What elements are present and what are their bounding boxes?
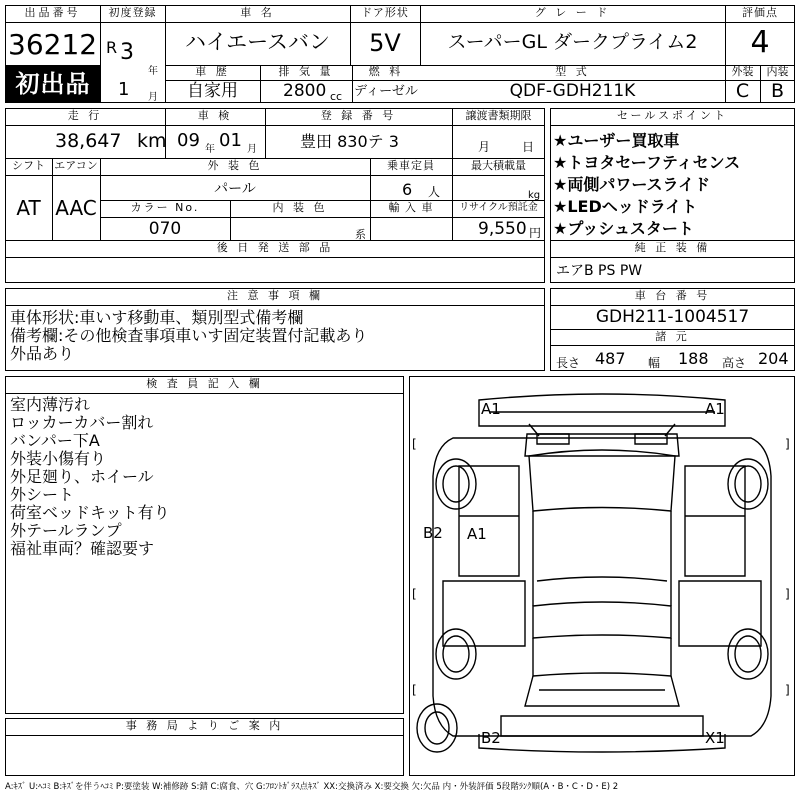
first-listing-badge: 初出品 (6, 66, 100, 102)
recycle-unit: 円 (529, 226, 542, 240)
note-line: 備考欄:その他検査事項車いす固定装置付記載あり (10, 326, 368, 345)
model-code: QDF-GDH211K (509, 81, 636, 101)
first-reg-era: R (106, 38, 118, 57)
mileage-unit: km (137, 130, 167, 152)
inspection-label: 車 検 (197, 109, 233, 122)
first-reg-month: 1 (118, 79, 130, 100)
color-no: 070 (148, 219, 182, 239)
equipment-label: 純 正 装 備 (634, 241, 711, 254)
sales-point: ★プッシュスタート (553, 219, 694, 238)
inspector-notes (10, 396, 170, 558)
legend: A:ｷｽﾞ U:ﾍｺﾐ B:ｷｽﾞを伴うﾍｺﾐ P:要塗装 W:補修跡 S:錆 C:腐食、穴 G:ﾌﾛﾝﾄｶﾞﾗｽ点ｷｽﾞ XX:交換済み X:要交換 欠:欠品 内・外装評価 5段階ﾗﾝｸ順(A・B・C・D・E) 2 (5, 782, 619, 792)
lot-number-label: 出品番号 (24, 6, 81, 19)
notes-label: 注 意 事 項 欄 (227, 289, 323, 302)
displacement-label: 排 気 量 (278, 65, 334, 78)
year-unit: 年 (148, 66, 158, 77)
transfer-day-unit: 日 (522, 140, 535, 154)
svg-text:[: [ (412, 437, 417, 451)
inspector-line: ロッカーカバー割れ (10, 413, 154, 432)
sales-point: ★両側パワースライド (553, 175, 711, 194)
length: 487 (595, 349, 626, 368)
plate-number: 豊田 830テ 3 (300, 132, 399, 151)
inspection-month: 01 (219, 130, 242, 151)
grade-label: グ レ ー ド (534, 6, 611, 19)
width: 188 (678, 349, 709, 368)
shift: AT (16, 196, 41, 220)
lot-number: 36212 (8, 28, 98, 61)
inspector-line: バンパー下A (10, 431, 100, 450)
interior-grade-label: 内装 (766, 65, 789, 78)
sales-points-label: セールスポイント (616, 109, 728, 122)
fuel-label: 燃 料 (368, 65, 404, 78)
office-label: 事 務 局 よ り ご 案 内 (125, 719, 284, 732)
height: 204 (758, 349, 789, 368)
door-label: ドア形状 (361, 6, 409, 19)
score: 4 (750, 25, 770, 60)
svg-text:[: [ (412, 587, 417, 601)
inspector-line: 外シート (10, 485, 75, 504)
mark-left-side: B2 (423, 524, 443, 542)
ext-color: パール (214, 181, 256, 197)
month-unit: 月 (148, 92, 158, 103)
import-label: 輸 入 車 (388, 201, 434, 214)
sales-point: ★トヨタセーフティセンス (553, 153, 741, 172)
sales-point: ★ユーザー買取車 (553, 131, 680, 150)
inspection-year-unit: 年 (205, 144, 215, 155)
mark-front-right: A1 (705, 400, 725, 418)
mark-rear-left: B2 (481, 729, 501, 747)
door-shape: 5V (369, 29, 401, 57)
note-line: 車体形状:車いす移動車、類別型式備考欄 (10, 308, 304, 327)
length-label: 長さ (556, 356, 581, 370)
sales-point: ★LEDヘッドライト (553, 197, 698, 216)
svg-text:]: ] (785, 587, 790, 601)
first-reg-year: 3 (120, 40, 134, 65)
color-no-label: カラー No. (130, 201, 200, 214)
equipment: エアB PS PW (556, 263, 643, 279)
svg-text:]: ] (785, 437, 790, 451)
car-name: ハイエースバン (184, 30, 331, 54)
inspector-label: 検 査 員 記 入 欄 (146, 377, 263, 390)
height-label: 高さ (722, 356, 747, 370)
capacity-unit: 人 (428, 185, 441, 199)
mileage: 38,647 (55, 130, 122, 152)
max-load-label: 最大積載量 (471, 159, 526, 172)
ac: AAC (55, 196, 97, 220)
fuel: ディーゼル (354, 84, 418, 99)
first-reg-label: 初度登録 (108, 6, 157, 19)
history-label: 車 歴 (195, 65, 230, 78)
chassis-number: GDH211-1004517 (595, 307, 750, 327)
recycle-label: リサイクル預託金 (459, 202, 538, 213)
inspector-line: 福祉車両？確認要す (10, 539, 155, 558)
sales-points-list (553, 130, 740, 240)
shift-label: シフト (12, 159, 45, 172)
exterior-grade-label: 外装 (731, 65, 754, 78)
transfer-label: 譲渡書類期限 (465, 109, 532, 122)
car-damage-diagram (409, 376, 795, 776)
svg-text:]: ] (785, 683, 790, 697)
score-label: 評価点 (742, 6, 778, 19)
displacement: 2800 (283, 81, 327, 101)
car-name-label: 車 名 (240, 6, 275, 19)
ac-label: エアコン (54, 159, 98, 172)
inspector-line: 外足廻り、ホイール (10, 467, 154, 486)
later-parts-label: 後 日 発 送 部 品 (216, 241, 334, 254)
svg-text:[: [ (412, 683, 417, 697)
displacement-unit: cc (330, 90, 343, 103)
inspection-year: 09 (177, 130, 200, 151)
chassis-label: 車 台 番 号 (634, 289, 711, 302)
mark-left-door: A1 (467, 525, 487, 543)
plate-label: 登 録 番 号 (320, 109, 397, 122)
transfer-month-unit: 月 (478, 140, 491, 154)
model-code-label: 型 式 (555, 65, 590, 78)
ext-color-label: 外 装 色 (207, 159, 263, 172)
notes-list (10, 309, 367, 363)
grade: スーパーGL ダークプライム2 (447, 31, 698, 53)
inspector-line: 荷室ベッドキット有り (10, 503, 170, 522)
max-load-unit: kg (528, 190, 541, 201)
history: 自家用 (187, 81, 238, 101)
recycle-deposit: 9,550 (478, 219, 527, 239)
mileage-label: 走 行 (67, 109, 103, 122)
int-color-label: 内 装 色 (272, 201, 328, 214)
note-line: 外品あり (10, 344, 75, 363)
mark-front-left: A1 (481, 400, 501, 418)
inspector-line: 外テールランプ (10, 521, 122, 540)
int-color-unit: 系 (355, 228, 366, 241)
inspector-line: 室内薄汚れ (10, 395, 91, 414)
width-label: 幅 (648, 356, 661, 370)
dims-label: 諸 元 (655, 330, 690, 343)
capacity-label: 乗車定員 (387, 159, 435, 172)
mark-rear-right: X1 (705, 729, 725, 747)
capacity: 6 (402, 180, 413, 199)
exterior-grade: C (735, 80, 750, 102)
inspector-line: 外装小傷有り (10, 449, 107, 468)
interior-grade: B (770, 80, 785, 102)
inspection-month-unit: 月 (247, 144, 257, 155)
